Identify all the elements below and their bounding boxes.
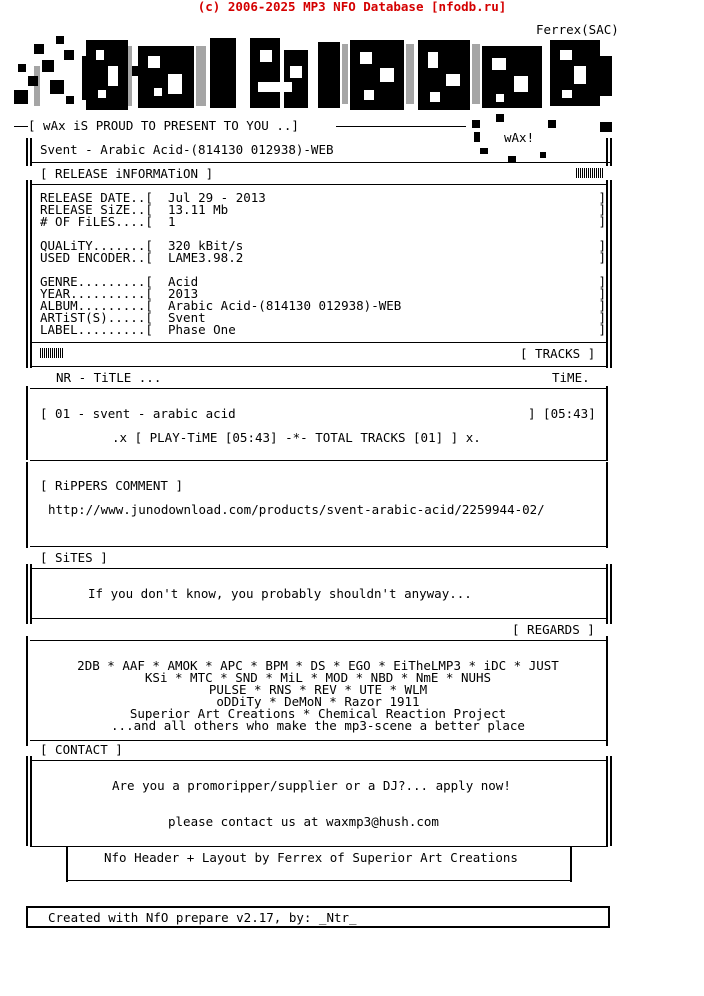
field-value: LAME3.98.2 <box>168 250 244 265</box>
field-value: 1 <box>168 214 176 229</box>
footer-text: Created with NfO prepare v2.17, by: _Ntr_ <box>48 910 357 925</box>
regards-line: oDDiTy * DeMoN * Razor 1911 <box>216 694 420 709</box>
tracks-col-time: TiME. <box>552 370 590 385</box>
field-value: 13.11 Mb <box>168 202 229 217</box>
wax-logo-art <box>14 36 614 118</box>
field-value: Arabic Acid-(814130 012938)-WEB <box>168 298 402 313</box>
field-label: USED ENCODER..[ <box>40 250 153 265</box>
contact-email-line[interactable]: please contact us at waxmp3@hush.com <box>168 814 439 829</box>
tracks-heading: [ TRACKS ] <box>520 346 596 361</box>
sites-text: If you don't know, you probably shouldn't anyway... <box>88 586 472 601</box>
release-title: Svent - Arabic Acid-(814130 012938)-WEB <box>40 142 334 157</box>
release-info-heading: [ RELEASE iNFORMATiON ] <box>40 166 214 181</box>
field-label: LABEL.........[ <box>40 322 153 337</box>
field-end: ] <box>598 310 606 325</box>
copyright-banner: (c) 2006-2025 MP3 NFO Database [nfodb.ru] <box>197 0 507 14</box>
regards-line: 2DB * AAF * AMOK * APC * BPM * DS * EGO * EiTheLMP3 * iDC * JUST <box>77 658 559 673</box>
field-value: Acid <box>168 274 199 289</box>
wax-tag: wAx! <box>504 130 535 145</box>
field-label: QUALiTY.......[ <box>40 238 153 253</box>
field-label: RELEASE DATE..[ <box>40 190 153 205</box>
field-end: ] <box>598 214 606 229</box>
regards-line: KSi * MTC * SND * MiL * MOD * NBD * NmE * NUHS <box>144 670 492 685</box>
layout-credit: Nfo Header + Layout by Ferrex of Superior Art Creations <box>104 850 518 865</box>
rippers-comment-heading: [ RiPPERS COMMENT ] <box>40 478 183 493</box>
field-end: ] <box>598 286 606 301</box>
regards-list <box>30 660 606 732</box>
proud-line: [ wAx iS PROUD TO PRESENT TO YOU ..] <box>28 118 299 133</box>
track-item: [ 01 - svent - arabic acid <box>40 406 236 421</box>
field-end: ] <box>598 274 606 289</box>
field-value: 320 kBit/s <box>168 238 244 253</box>
field-label: GENRE.........[ <box>40 274 153 289</box>
field-value: Svent <box>168 310 206 325</box>
rippers-comment-link[interactable]: http://www.junodownload.com/products/svent-arabic-acid/2259944-02/ <box>48 502 545 517</box>
regards-line: Superior Art Creations * Chemical Reaction Project <box>129 706 507 721</box>
tracks-col-title: NR - TiTLE ... <box>56 370 162 385</box>
release-info-fields <box>40 192 606 336</box>
field-end: ] <box>598 202 606 217</box>
field-end: ] <box>598 298 606 313</box>
field-value: Jul 29 - 2013 <box>168 190 266 205</box>
artist-credit: Ferrex(SAC) <box>536 22 619 37</box>
field-label: # OF FiLES....[ <box>40 214 153 229</box>
field-value: Phase One <box>168 322 236 337</box>
field-value: 2013 <box>168 286 199 301</box>
field-label: RELEASE SiZE..[ <box>40 202 153 217</box>
regards-line: ...and all others who make the mp3-scene a better place <box>111 718 525 733</box>
field-row <box>40 252 606 264</box>
sites-heading: [ SiTES ] <box>40 550 108 565</box>
field-label: ALBUM.........[ <box>40 298 153 313</box>
contact-apply-line: Are you a promoripper/supplier or a DJ?... apply now! <box>112 778 511 793</box>
contact-heading: [ CONTACT ] <box>40 742 123 757</box>
tracks-summary: .x [ PLAY-TiME [05:43] -*- TOTAL TRACKS [01] ] x. <box>112 430 481 445</box>
field-row <box>40 324 606 336</box>
regards-line: PULSE * RNS * REV * UTE * WLM <box>208 682 428 697</box>
field-label: ARTiST(S).....[ <box>40 310 153 325</box>
field-end: ] <box>598 190 606 205</box>
field-label: YEAR..........[ <box>40 286 153 301</box>
field-row <box>40 216 606 228</box>
track-time: ] [05:43] <box>528 406 596 421</box>
field-end: ] <box>598 322 606 337</box>
field-end: ] <box>598 250 606 265</box>
regards-heading: [ REGARDS ] <box>512 622 595 637</box>
field-end: ] <box>598 238 606 253</box>
